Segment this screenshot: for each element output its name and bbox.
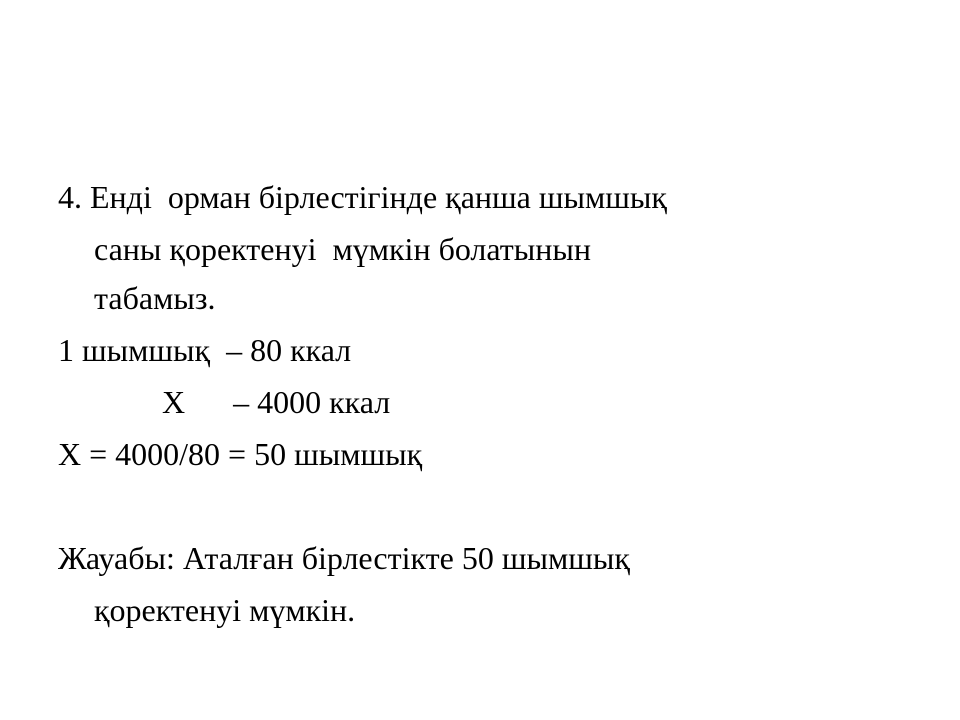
task-text-line-1: 4. Енді орман бірлестігінде қанша шымшық [58,179,667,215]
task-text-line-3: табамыз. [94,280,216,316]
answer-line-2: қоректенуі мүмкін. [94,592,356,628]
task-text-line-2: саны қоректенуі мүмкін болатынын [94,231,591,267]
answer-line-1: Жауабы: Аталған бірлестікте 50 шымшық [58,540,630,576]
proportion-row-2: Х – 4000 ккал [162,384,391,420]
proportion-row-1: 1 шымшық – 80 ккал [58,332,352,368]
calculation-line: Х = 4000/80 = 50 шымшық [58,436,423,472]
